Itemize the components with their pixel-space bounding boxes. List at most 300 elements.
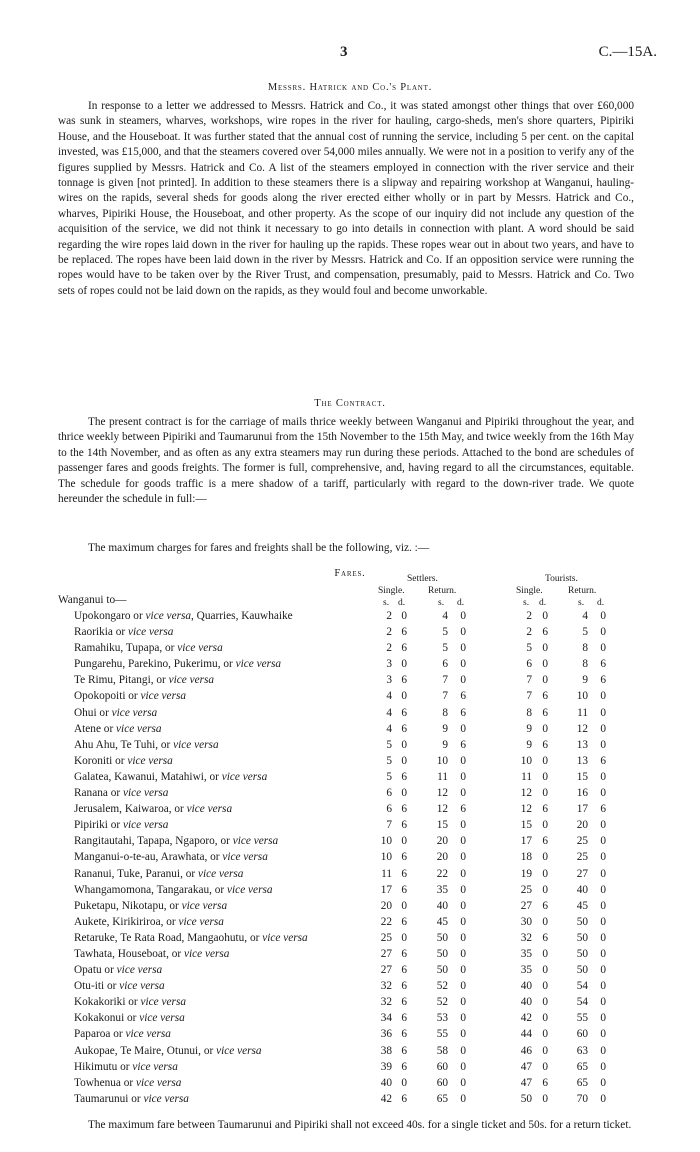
destination-cell: Hikimutu or vice versa (74, 1060, 178, 1073)
fare-cell: 25 (576, 835, 588, 848)
fare-cell: 6 (460, 690, 466, 703)
fare-cell: 7 (442, 690, 448, 703)
fare-cell: 15 (436, 819, 448, 832)
fare-cell: 6 (401, 964, 407, 977)
fare-cell: 27 (576, 867, 588, 880)
fare-cell: 6 (401, 851, 407, 864)
fare-cell: 0 (600, 931, 606, 944)
fare-cell: 0 (542, 787, 548, 800)
fare-cell: 6 (401, 1012, 407, 1025)
fare-cell: 0 (600, 899, 606, 912)
destination-cell: Retaruke, Te Rata Road, Mangaohutu, or vice versa (74, 931, 308, 944)
fare-cell: 6 (401, 867, 407, 880)
page-header (0, 44, 700, 64)
fare-cell: 6 (401, 819, 407, 832)
fare-cell: 0 (460, 980, 466, 993)
section-title-plant: Messrs. Hatrick and Co.'s Plant. (267, 82, 433, 93)
fare-cell: 6 (401, 626, 407, 639)
fare-cell: 36 (380, 1028, 392, 1041)
fare-cell: 63 (576, 1044, 588, 1057)
destination-cell: Taumarunui or vice versa (74, 1092, 189, 1105)
fare-cell: 0 (542, 754, 548, 767)
fare-cell: 8 (526, 706, 532, 719)
fare-cell: 0 (542, 964, 548, 977)
fare-cell: 0 (542, 980, 548, 993)
fare-cell: 35 (520, 964, 532, 977)
fare-cell: 0 (542, 770, 548, 783)
fare-cell: 0 (542, 658, 548, 671)
fare-cell: 55 (436, 1028, 448, 1041)
destination-cell: Paparoa or vice versa (74, 1028, 171, 1041)
fare-cell: 47 (520, 1076, 532, 1089)
fare-cell: 70 (576, 1092, 588, 1105)
fare-cell: 5 (582, 626, 588, 639)
fare-cell: 6 (401, 706, 407, 719)
fare-cell: 42 (380, 1092, 392, 1105)
fare-cell: 0 (542, 1028, 548, 1041)
table-row (0, 900, 700, 916)
fare-cell: 32 (380, 996, 392, 1009)
fare-cell: 0 (600, 819, 606, 832)
fare-cell: 2 (386, 642, 392, 655)
fares-footnote: The maximum fare between Taumarunui and Pipiriki shall not exceed 40s. for a single ticket and 50s. for a return ticket. (88, 1119, 632, 1131)
destination-cell: Galatea, Kawanui, Matahiwi, or vice versa (74, 770, 268, 783)
fare-cell: 6 (401, 674, 407, 687)
fare-cell: 6 (542, 899, 548, 912)
fare-cell: 6 (542, 690, 548, 703)
fare-cell: 0 (542, 867, 548, 880)
fare-cell: 0 (600, 964, 606, 977)
fare-cell: 6 (401, 1044, 407, 1057)
destination-cell: Te Rimu, Pitangi, or vice versa (74, 674, 215, 687)
table-row (0, 690, 700, 706)
document-reference: C.—15A. (598, 44, 657, 60)
pence-unit: d. (457, 598, 465, 608)
fare-cell: 40 (436, 899, 448, 912)
fare-cell: 54 (576, 980, 588, 993)
tourists-return-heading: Return. (568, 586, 597, 596)
fare-cell: 30 (520, 915, 532, 928)
fare-cell: 45 (576, 899, 588, 912)
destination-cell: Puketapu, Nikotapu, or vice versa (74, 899, 228, 912)
fare-cell: 0 (600, 867, 606, 880)
fare-cell: 32 (380, 980, 392, 993)
fares-intro: The maximum charges for fares and freights shall be the following, viz. :— (88, 542, 430, 554)
fare-cell: 5 (386, 738, 392, 751)
fare-cell: 0 (600, 1092, 606, 1105)
fare-cell: 17 (520, 835, 532, 848)
fare-cell: 5 (526, 642, 532, 655)
fare-cell: 46 (520, 1044, 532, 1057)
table-row (0, 755, 700, 771)
fare-cell: 0 (460, 642, 466, 655)
fare-cell: 25 (380, 931, 392, 944)
fare-cell: 20 (380, 899, 392, 912)
fare-cell: 8 (582, 658, 588, 671)
destination-cell: Pipiriki or vice versa (74, 819, 169, 832)
table-row (0, 787, 700, 803)
fare-cell: 10 (380, 835, 392, 848)
fare-cell: 16 (576, 787, 588, 800)
settlers-heading: Settlers. (407, 574, 438, 584)
fare-cell: 6 (460, 738, 466, 751)
fare-cell: 25 (520, 883, 532, 896)
destination-cell: Opatu or vice versa (74, 964, 163, 977)
fare-cell: 7 (386, 819, 392, 832)
fare-cell: 0 (401, 931, 407, 944)
fare-cell: 0 (460, 754, 466, 767)
fare-cell: 19 (520, 867, 532, 880)
fare-cell: 65 (576, 1060, 588, 1073)
table-row (0, 658, 700, 674)
fare-cell: 0 (542, 883, 548, 896)
fare-cell: 6 (401, 996, 407, 1009)
fare-cell: 58 (436, 1044, 448, 1057)
fare-cell: 0 (542, 610, 548, 622)
fare-cell: 6 (526, 658, 532, 671)
table-row (0, 884, 700, 900)
fare-cell: 38 (380, 1044, 392, 1057)
destination-cell: Kokakoriki or vice versa (74, 996, 186, 1009)
fare-cell: 0 (600, 610, 606, 622)
fare-cell: 0 (542, 915, 548, 928)
fare-cell: 6 (401, 1060, 407, 1073)
fare-cell: 7 (526, 674, 532, 687)
fare-cell: 50 (576, 947, 588, 960)
destination-cell: Kokakonui or vice versa (74, 1012, 185, 1025)
fare-cell: 6 (460, 706, 466, 719)
fare-cell: 22 (436, 867, 448, 880)
fare-cell: 27 (380, 964, 392, 977)
table-row (0, 674, 700, 690)
section-title-contract: The Contract. (314, 398, 386, 409)
fare-cell: 0 (460, 1044, 466, 1057)
fare-cell: 6 (460, 803, 466, 816)
fare-cell: 11 (521, 770, 532, 783)
fare-cell: 6 (401, 947, 407, 960)
fare-cell: 0 (401, 1076, 407, 1089)
table-row (0, 1028, 700, 1044)
fare-cell: 6 (600, 658, 606, 671)
fare-cell: 12 (520, 803, 532, 816)
table-row (0, 626, 700, 642)
fare-cell: 65 (576, 1076, 588, 1089)
fare-cell: 44 (520, 1028, 532, 1041)
fare-cell: 11 (437, 770, 448, 783)
fare-cell: 60 (436, 1076, 448, 1089)
fare-cell: 0 (460, 964, 466, 977)
fare-cell: 39 (380, 1060, 392, 1073)
destination-cell: Aukopae, Te Maire, Otunui, or vice versa (74, 1044, 262, 1057)
table-row (0, 916, 700, 932)
fare-cell: 20 (436, 851, 448, 864)
table-row (0, 771, 700, 787)
fare-cell: 0 (542, 1044, 548, 1057)
fare-cell: 0 (542, 819, 548, 832)
destination-cell: Pungarehu, Parekino, Pukerimu, or vice versa (74, 658, 282, 671)
table-row (0, 739, 700, 755)
destination-cell: Ranana or vice versa (74, 787, 169, 800)
fare-cell: 40 (380, 1076, 392, 1089)
destination-cell: Ahu Ahu, Te Tuhi, or vice versa (74, 738, 219, 751)
fare-cell: 2 (386, 626, 392, 639)
fare-cell: 0 (460, 835, 466, 848)
destination-cell: Atene or vice versa (74, 722, 162, 735)
fare-cell: 0 (460, 1060, 466, 1073)
table-row (0, 610, 700, 626)
fare-cell: 3 (386, 674, 392, 687)
destination-cell: Tawhata, Houseboat, or vice versa (74, 947, 230, 960)
fare-cell: 0 (460, 770, 466, 783)
shillings-unit: s. (578, 598, 585, 608)
fare-cell: 9 (582, 674, 588, 687)
fare-cell: 6 (401, 770, 407, 783)
fare-cell: 15 (520, 819, 532, 832)
fare-cell: 7 (442, 674, 448, 687)
fare-cell: 0 (542, 996, 548, 1009)
fare-cell: 52 (436, 996, 448, 1009)
fare-cell: 50 (520, 1092, 532, 1105)
fare-cell: 65 (436, 1092, 448, 1105)
fare-cell: 0 (600, 722, 606, 735)
fare-cell: 0 (460, 1012, 466, 1025)
fare-cell: 4 (386, 706, 392, 719)
page-number: 3 (340, 44, 348, 60)
fare-cell: 5 (442, 626, 448, 639)
fare-cell: 6 (542, 803, 548, 816)
fare-cell: 60 (576, 1028, 588, 1041)
fare-cell: 0 (600, 996, 606, 1009)
fare-cell: 0 (460, 674, 466, 687)
fare-cell: 20 (576, 819, 588, 832)
fare-cell: 50 (576, 915, 588, 928)
fare-cell: 17 (576, 803, 588, 816)
destination-cell: Ramahiku, Tupapa, or vice versa (74, 642, 223, 655)
fare-cell: 0 (460, 610, 466, 622)
fare-cell: 0 (401, 690, 407, 703)
fare-cell: 0 (401, 899, 407, 912)
fare-cell: 6 (386, 803, 392, 816)
fare-cell: 0 (401, 835, 407, 848)
fare-cell: 25 (576, 851, 588, 864)
fare-cell: 34 (380, 1012, 392, 1025)
table-row (0, 707, 700, 723)
fare-cell: 9 (526, 722, 532, 735)
fare-cell: 6 (401, 883, 407, 896)
fare-cell: 22 (380, 915, 392, 928)
fare-cell: 13 (576, 754, 588, 767)
fare-cell: 0 (542, 1092, 548, 1105)
paragraph-contract: The present contract is for the carriage of mails thrice weekly between Wanganui and Pipiriki throughout the year, and thrice weekly between Pipiriki and Taumarunui from the 15th November to the 15th May, and twice weekly from the 16th May to the 14th November, and as often as any extra steamers may run during these periods. Attached to the bond are schedules of passenger fares and goods freights. The former is full, comprehensive, and, having regard to all the circumstances, equitable. The schedule for goods traffic is a mere shadow of a tariff, particularly with regard to the down-river trade. We quote hereunder the schedule in full:— (58, 416, 634, 506)
pence-unit: d. (597, 598, 605, 608)
fare-cell: 11 (381, 867, 392, 880)
fare-cell: 35 (436, 883, 448, 896)
table-row (0, 819, 700, 835)
fare-cell: 0 (600, 642, 606, 655)
fare-cell: 6 (600, 674, 606, 687)
fare-cell: 0 (600, 626, 606, 639)
shillings-unit: s. (438, 598, 445, 608)
fare-cell: 6 (542, 1076, 548, 1089)
table-row (0, 851, 700, 867)
fare-cell: 0 (460, 915, 466, 928)
destination-cell: Raorikia or vice versa (74, 626, 174, 639)
table-row (0, 948, 700, 964)
table-row (0, 642, 700, 658)
fare-cell: 0 (600, 738, 606, 751)
fare-cell: 20 (436, 835, 448, 848)
fare-cell: 12 (576, 722, 588, 735)
destination-cell: Manganui-o-te-au, Arawhata, or vice versa (74, 851, 268, 864)
fare-cell: 5 (386, 770, 392, 783)
destination-cell: Koroniti or vice versa (74, 754, 173, 767)
table-row (0, 1045, 700, 1061)
fare-cell: 6 (401, 722, 407, 735)
fare-cell: 0 (600, 1060, 606, 1073)
paragraph-plant: In response to a letter we addressed to Messrs. Hatrick and Co., it was stated amongst other things that over £60,000 was sunk in steamers, wharves, workshops, wire ropes in the river for hauling, cargo-sheds, men's shore quarters, Pipiriki House, and the Houseboat. It was further stated that the annual cost of running the service, including 5 per cent. on the capital invested, was £15,000, and that the steamers covered over 54,000 miles annually. We were not in a position to verify any of the figures supplied by Messrs. Hatrick and Co. A list of the steamers employed in connection with the river service and their tonnage is given [not printed]. In addition to these steamers there is a slipway and repairing workshop at Wanganui, hauling-wires on the rapids, several sheds for goods along the river erected either wholly or in part by Messrs. Hatrick and Co., wharves, Pipiriki House, the Houseboat, and other property. As the scope of our inquiry did not include any question of the acquisition of the service, we did not think it necessary to go into details in connection with plant. A word should be said regarding the wire ropes laid down in the river for hauling up the rapids. These ropes wear out in about two years, and have to be replaced. The ropes have been laid down in the river by Messrs. Hatrick and Co. If an opposition service were running the ropes would have to be taken over by the River Trust, and compensation, presumably, paid to Messrs. Hatrick and Co. Two sets of ropes could not be laid down on the rapids, as they would foul and become unworkable. (58, 100, 634, 297)
tourists-heading: Tourists. (545, 574, 578, 584)
table-row (0, 868, 700, 884)
table-row (0, 1077, 700, 1093)
destination-cell: Towhenua or vice versa (74, 1076, 182, 1089)
fare-cell: 40 (520, 980, 532, 993)
fare-cell: 4 (386, 722, 392, 735)
fares-table (0, 610, 700, 1109)
fare-cell: 0 (600, 706, 606, 719)
fare-cell: 0 (600, 835, 606, 848)
shillings-unit: s. (383, 598, 390, 608)
fare-cell: 0 (600, 1044, 606, 1057)
fare-cell: 4 (582, 610, 588, 622)
table-row (0, 723, 700, 739)
destination-cell: Opokopoiti or vice versa (74, 690, 187, 703)
fare-cell: 9 (526, 738, 532, 751)
fare-cell: 0 (401, 610, 407, 622)
fare-cell: 9 (442, 722, 448, 735)
fare-cell: 0 (460, 722, 466, 735)
fare-cell: 2 (526, 626, 532, 639)
fare-cell: 6 (600, 803, 606, 816)
fare-cell: 0 (542, 722, 548, 735)
fare-cell: 6 (542, 706, 548, 719)
fare-cell: 0 (460, 931, 466, 944)
fare-cell: 10 (520, 754, 532, 767)
tourists-single-heading: Single. (516, 586, 543, 596)
fare-cell: 17 (380, 883, 392, 896)
fare-cell: 0 (600, 690, 606, 703)
destination-cell: Whangamomona, Tangarakau, or vice versa (74, 883, 273, 896)
fare-cell: 0 (600, 1012, 606, 1025)
fare-cell: 15 (576, 770, 588, 783)
fare-cell: 47 (520, 1060, 532, 1073)
fare-cell: 50 (436, 947, 448, 960)
fare-cell: 40 (576, 883, 588, 896)
fare-cell: 27 (380, 947, 392, 960)
fare-cell: 0 (460, 851, 466, 864)
fare-cell: 2 (386, 610, 392, 622)
fare-cell: 0 (542, 1012, 548, 1025)
fare-cell: 6 (386, 787, 392, 800)
fare-cell: 0 (600, 883, 606, 896)
fare-cell: 0 (542, 851, 548, 864)
fare-cell: 0 (401, 754, 407, 767)
fare-cell: 42 (520, 1012, 532, 1025)
fare-cell: 32 (520, 931, 532, 944)
fare-cell: 6 (401, 803, 407, 816)
fare-cell: 0 (460, 947, 466, 960)
fare-cell: 6 (542, 738, 548, 751)
fare-cell: 0 (460, 883, 466, 896)
fare-cell: 10 (436, 754, 448, 767)
fare-cell: 0 (600, 787, 606, 800)
fare-cell: 0 (460, 1092, 466, 1105)
fare-cell: 6 (542, 626, 548, 639)
fare-cell: 7 (526, 690, 532, 703)
fare-cell: 6 (401, 1092, 407, 1105)
fare-cell: 6 (401, 915, 407, 928)
destination-cell: Rangitautahi, Tapapa, Ngaporo, or vice versa (74, 835, 279, 848)
table-row (0, 1061, 700, 1077)
pence-unit: d. (398, 598, 406, 608)
table-row (0, 1012, 700, 1028)
fare-cell: 9 (442, 738, 448, 751)
fare-cell: 0 (460, 899, 466, 912)
fare-cell: 0 (600, 980, 606, 993)
destination-cell: Aukete, Kirikiriroa, or vice versa (74, 915, 224, 928)
fare-cell: 8 (582, 642, 588, 655)
fare-cell: 6 (600, 754, 606, 767)
fare-cell: 4 (386, 690, 392, 703)
fare-cell: 6 (401, 642, 407, 655)
fare-cell: 12 (436, 803, 448, 816)
table-row (0, 1093, 700, 1109)
fare-cell: 0 (401, 787, 407, 800)
pence-unit: d. (539, 598, 547, 608)
shillings-unit: s. (523, 598, 530, 608)
fare-cell: 18 (520, 851, 532, 864)
destination-cell: Jerusalem, Kaiwaroa, or vice versa (74, 803, 233, 816)
fare-cell: 55 (576, 1012, 588, 1025)
table-row (0, 964, 700, 980)
fare-cell: 5 (442, 642, 448, 655)
table-row (0, 980, 700, 996)
origin-label: Wanganui to— (58, 594, 127, 606)
settlers-return-heading: Return. (428, 586, 457, 596)
fare-cell: 0 (600, 851, 606, 864)
fare-cell: 0 (401, 738, 407, 751)
fare-cell: 53 (436, 1012, 448, 1025)
destination-cell: Ohui or vice versa (74, 706, 158, 719)
table-row (0, 996, 700, 1012)
fare-cell: 12 (520, 787, 532, 800)
fare-cell: 0 (600, 947, 606, 960)
fare-cell: 10 (576, 690, 588, 703)
fare-cell: 6 (401, 1028, 407, 1041)
fare-cell: 2 (526, 610, 532, 622)
fare-cell: 0 (600, 770, 606, 783)
destination-cell: Upokongaro or vice versa, Quarries, Kauwhaike (74, 610, 293, 622)
fare-cell: 0 (460, 787, 466, 800)
fare-cell: 27 (520, 899, 532, 912)
fare-cell: 45 (436, 915, 448, 928)
fare-cell: 10 (380, 851, 392, 864)
fare-cell: 6 (401, 980, 407, 993)
fare-cell: 0 (460, 1076, 466, 1089)
fare-cell: 52 (436, 980, 448, 993)
fare-cell: 0 (460, 819, 466, 832)
fare-cell: 0 (460, 626, 466, 639)
fare-cell: 12 (436, 787, 448, 800)
